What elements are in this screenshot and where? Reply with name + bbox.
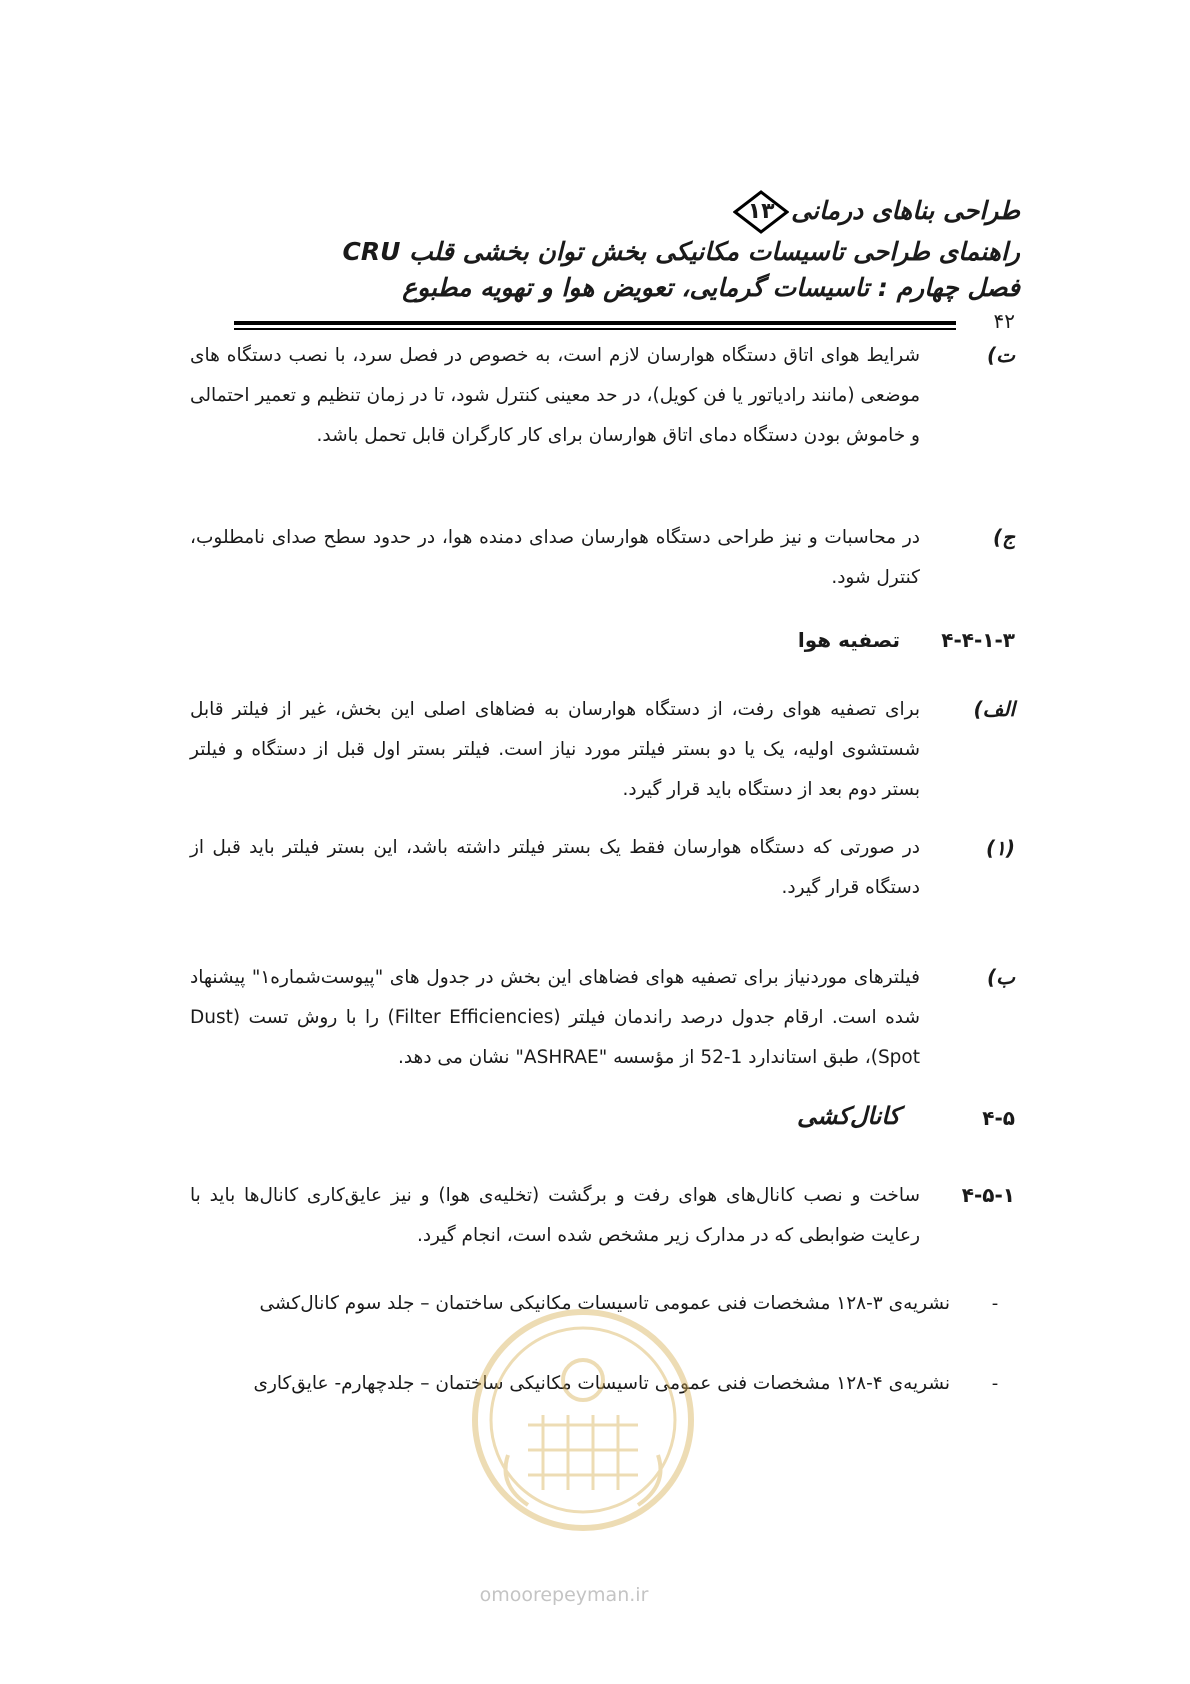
watermark-seal-icon <box>468 1305 698 1535</box>
header-line-3: فصل چهارم : تاسیسات گرمایی، تعویض هوا و تهویه مطبوع <box>402 273 1020 302</box>
item-text-one: در صورتی که دستگاه هوارسان فقط یک بستر فیلتر داشته باشد، این بستر فیلتر باید قبل از دستگاه قرار گیرد. <box>190 837 920 898</box>
item-marker-one: (۱) <box>985 836 1015 860</box>
list-item-text: نشریه‌ی ۳-۱۲۸ مشخصات فنی عمومی تاسیسات مکانیکی ساختمان – جلد سوم کانال‌کشی <box>259 1293 950 1314</box>
bullet-dash: - <box>991 1293 999 1314</box>
section-title-ducting: کانال‌کشی <box>796 1102 900 1130</box>
header-line-2: راهنمای طراحی تاسیسات مکانیکی بخش توان بخشی قلب CRU <box>342 237 1020 266</box>
list-item-text: نشریه‌ی ۴-۱۲۸ مشخصات فنی عمومی تاسیسات مکانیکی ساختمان – جلدچهارم- عایق‌کاری <box>253 1373 950 1394</box>
item-text-jim: در محاسبات و نیز طراحی دستگاه هوارسان صدای دمنده هوا، در حدود سطح صدای نامطلوب، کنترل شود. <box>190 527 920 588</box>
header-line-1 <box>343 190 1021 234</box>
volume-badge <box>733 190 789 234</box>
item-text-be: فیلترهای موردنیاز برای تصفیه هوای فضاهای این بخش در جدول های "پیوست‌شماره۱" پیشنهاد شده است. ارقام جدول درصد راندمان فیلتر (Filter Efficiencies) را با روش تست (Dust Spot)، طبق استاندارد 1-52 از مؤسسه "ASHRAE" نشان می دهد. <box>190 967 920 1068</box>
section-number-4-4-1-3: ۴-۴-۱-۳ <box>941 628 1015 652</box>
item-text-alef: برای تصفیه هوای رفت، از دستگاه هوارسان به فضاهای اصلی این بخش، غیر از فیلتر قابل شستشوی اولیه، یک یا دو بستر فیلتر مورد نیاز است. فیلتر بستر اول قبل از دستگاه و فیلتر بستر دوم بعد از دستگاه باید قرار گیرد. <box>190 699 920 800</box>
item-marker-be: ب) <box>987 965 1015 989</box>
paragraph-text-4-5-1: ساخت و نصب کانال‌های هوای رفت و برگشت (تخلیه‌ی هوا) و نیز عایق‌کاری کانال‌ها باید با رعایت ضوابطی که در مدارک زیر مشخص شده است، انجام گیرد. <box>190 1185 920 1246</box>
header-book-title: طراحی بناهای درمانی <box>791 196 1020 225</box>
page-number: ۴۲ <box>993 309 1015 333</box>
section-number-4-5: ۴-۵ <box>982 1106 1015 1130</box>
section-title-air-filtration: تصفیه هوا <box>797 628 900 652</box>
item-marker-alef: الف) <box>973 697 1015 721</box>
paragraph-number-4-5-1: ۴-۵-۱ <box>961 1183 1015 1207</box>
watermark-site: omoorepeyman.ir <box>479 1584 649 1606</box>
header-divider-thick <box>234 321 956 325</box>
bullet-dash: - <box>991 1373 999 1394</box>
item-marker-jim: ج) <box>992 525 1015 549</box>
volume-number: ۱۳ <box>747 199 775 224</box>
item-text-te: شرایط هوای اتاق دستگاه هوارسان لازم است، به خصوص در فصل سرد، با نصب دستگاه های موضعی (مانند رادیاتور یا فن کویل)، در حد معینی کنترل شود، تا در زمان تنظیم و تعمیر احتمالی و خاموش بودن دستگاه دمای اتاق هوارسان برای کار کارگران قابل تحمل باشد. <box>190 345 920 446</box>
page-header <box>343 190 1021 306</box>
item-marker-te: ت) <box>987 343 1015 367</box>
header-divider-thin <box>234 328 956 330</box>
